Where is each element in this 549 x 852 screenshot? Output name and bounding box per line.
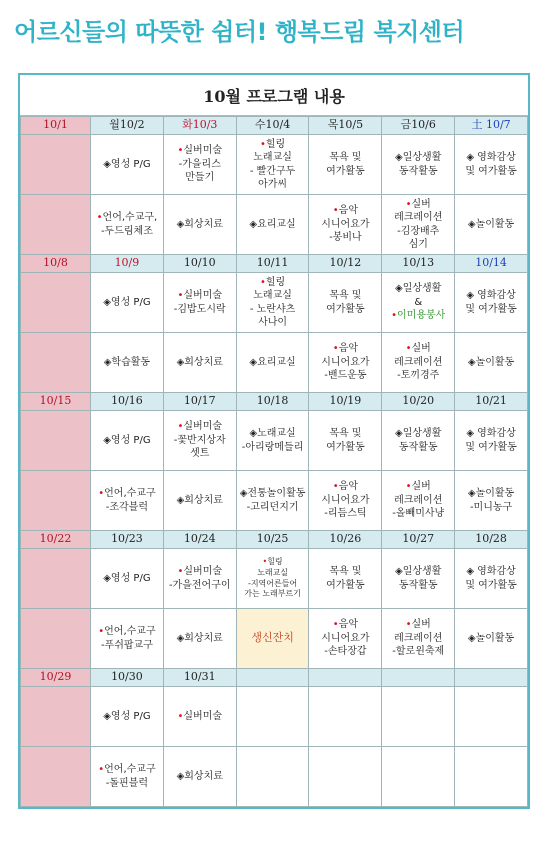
date-cell: 10/10 — [163, 255, 236, 273]
sunday-cell — [21, 747, 91, 807]
date-header-row — [21, 393, 528, 411]
activity-row — [21, 333, 528, 393]
activity-row — [21, 549, 528, 609]
date-cell: 10/13 — [382, 255, 455, 273]
activity-cell: ◈ 영화감상 및 여가활동 — [455, 549, 528, 609]
date-cell: 10/17 — [163, 393, 236, 411]
activity-row — [21, 135, 528, 195]
sunday-cell — [21, 135, 91, 195]
activity-row — [21, 411, 528, 471]
activity-cell: •실버미술 -김밥도시락 — [163, 273, 236, 333]
date-cell: 10/31 — [163, 669, 236, 687]
date-header-row — [21, 255, 528, 273]
activity-cell: ◈회상치료 — [163, 471, 236, 531]
date-cell: 10/9 — [91, 255, 164, 273]
date-header-row — [21, 531, 528, 549]
activity-cell: •언어,수교구 -돌핀블럭 — [91, 747, 164, 807]
sunday-cell — [21, 273, 91, 333]
program-table-frame — [18, 73, 530, 809]
page-title: 어르신들의 따뜻한 쉼터! 행복드림 복지센터 — [14, 18, 465, 46]
activity-cell: ◈전통놀이활동 -고리던지기 — [236, 471, 309, 531]
date-cell: 10/19 — [309, 393, 382, 411]
date-cell: 10/21 — [455, 393, 528, 411]
activity-cell: ◈영성 P/G — [91, 687, 164, 747]
activity-cell: ◈일상생활 & •이미용봉사 — [382, 273, 455, 333]
activity-cell: ◈ 영화감상 및 여가활동 — [455, 135, 528, 195]
date-cell: 10/29 — [21, 669, 91, 687]
activity-cell: •언어,수교구 -푸쉬팝교구 — [91, 609, 164, 669]
activity-cell: •실버 레크레이션 -할로윈축제 — [382, 609, 455, 669]
date-cell: 수10/4 — [236, 117, 309, 135]
date-cell: 10/8 — [21, 255, 91, 273]
date-cell: 10/11 — [236, 255, 309, 273]
activity-cell: ◈노래교실 -아리랑메들리 — [236, 411, 309, 471]
activity-cell: •실버미술 -가을전어구이 — [163, 549, 236, 609]
table-title: 10월 프로그램 내용 — [20, 75, 528, 116]
date-cell: 10/14 — [455, 255, 528, 273]
activity-cell: ◈영성 P/G — [91, 549, 164, 609]
activity-cell: ◈요리교실 — [236, 333, 309, 393]
activity-cell: •언어,수교구 -조각블럭 — [91, 471, 164, 531]
activity-cell: •실버 레크레이션 -올빼미사냥 — [382, 471, 455, 531]
activity-cell: •힐링 노래교실 - 빨간구두 아가씨 — [236, 135, 309, 195]
activity-cell: ◈놀이활동 -미니농구 — [455, 471, 528, 531]
date-header-row — [21, 669, 528, 687]
activity-cell — [382, 687, 455, 747]
date-cell: 월10/2 — [91, 117, 164, 135]
date-cell — [236, 669, 309, 687]
activity-row — [21, 687, 528, 747]
activity-cell: •실버 레크레이션 -토끼경주 — [382, 333, 455, 393]
date-cell: 10/30 — [91, 669, 164, 687]
activity-row — [21, 747, 528, 807]
activity-cell: ◈학습활동 — [91, 333, 164, 393]
activity-cell: ◈회상치료 — [163, 609, 236, 669]
date-header-row — [21, 117, 528, 135]
date-cell: 10/26 — [309, 531, 382, 549]
sunday-cell — [21, 549, 91, 609]
activity-cell: •음악 시니어요가 -손타장갑 — [309, 609, 382, 669]
activity-cell: 생신잔치 — [236, 609, 309, 669]
activity-cell: 목욕 및 여가활동 — [309, 135, 382, 195]
date-cell — [455, 669, 528, 687]
activity-cell: ◈영성 P/G — [91, 135, 164, 195]
date-cell: 10/28 — [455, 531, 528, 549]
activity-cell: 목욕 및 여가활동 — [309, 273, 382, 333]
activity-cell: ◈회상치료 — [163, 195, 236, 255]
date-cell: 10/1 — [21, 117, 91, 135]
date-cell: 10/27 — [382, 531, 455, 549]
date-cell: 화10/3 — [163, 117, 236, 135]
date-cell: 10/16 — [91, 393, 164, 411]
activity-cell: •실버미술 -가을리스 만들기 — [163, 135, 236, 195]
activity-cell: ◈회상치료 — [163, 747, 236, 807]
activity-cell: ◈일상생활 동작활동 — [382, 411, 455, 471]
activity-row — [21, 471, 528, 531]
activity-cell: •음악 시니어요가 -봉비나 — [309, 195, 382, 255]
activity-cell — [382, 747, 455, 807]
date-cell: 土 10/7 — [455, 117, 528, 135]
sunday-cell — [21, 411, 91, 471]
activity-cell: ◈ 영화감상 및 여가활동 — [455, 273, 528, 333]
date-cell: 목10/5 — [309, 117, 382, 135]
date-cell — [382, 669, 455, 687]
activity-cell: ◈놀이활동 — [455, 195, 528, 255]
activity-cell: •음악 시니어요가 -밴드운동 — [309, 333, 382, 393]
date-cell: 금10/6 — [382, 117, 455, 135]
activity-cell: 목욕 및 여가활동 — [309, 411, 382, 471]
activity-cell: •실버미술 -꽃반지상자 셋트 — [163, 411, 236, 471]
activity-cell: ◈회상치료 — [163, 333, 236, 393]
sunday-cell — [21, 687, 91, 747]
activity-cell: ◈영성 P/G — [91, 411, 164, 471]
sunday-cell — [21, 609, 91, 669]
date-cell: 10/24 — [163, 531, 236, 549]
sunday-cell — [21, 471, 91, 531]
activity-cell — [455, 747, 528, 807]
activity-cell: ◈요리교실 — [236, 195, 309, 255]
activity-row — [21, 273, 528, 333]
activity-cell: ◈ 영화감상 및 여가활동 — [455, 411, 528, 471]
activity-cell: ◈영성 P/G — [91, 273, 164, 333]
activity-cell — [236, 747, 309, 807]
activity-cell: •음악 시니어요가 -리듬스틱 — [309, 471, 382, 531]
sunday-cell — [21, 195, 91, 255]
program-calendar — [20, 116, 528, 807]
date-cell: 10/18 — [236, 393, 309, 411]
date-cell: 10/23 — [91, 531, 164, 549]
activity-cell: 목욕 및 여가활동 — [309, 549, 382, 609]
date-cell: 10/25 — [236, 531, 309, 549]
activity-cell: •언어,수교구, -두드림체조 — [91, 195, 164, 255]
sunday-cell — [21, 333, 91, 393]
activity-cell: •힐링 노래교실 - 노란샤츠 사나이 — [236, 273, 309, 333]
activity-cell: ◈놀이활동 — [455, 333, 528, 393]
activity-cell: ◈일상생활 동작활동 — [382, 549, 455, 609]
date-cell: 10/15 — [21, 393, 91, 411]
activity-cell: •실버미술 — [163, 687, 236, 747]
activity-cell: •실버 레크레이션 -김장배추 심기 — [382, 195, 455, 255]
date-cell: 10/12 — [309, 255, 382, 273]
activity-cell — [236, 687, 309, 747]
activity-cell — [309, 747, 382, 807]
date-cell: 10/22 — [21, 531, 91, 549]
activity-row — [21, 609, 528, 669]
date-cell: 10/20 — [382, 393, 455, 411]
activity-cell: •힐링 노래교실 -지역어른들어 가는 노래부르기 — [236, 549, 309, 609]
date-cell — [309, 669, 382, 687]
activity-cell: ◈일상생활 동작활동 — [382, 135, 455, 195]
activity-cell — [455, 687, 528, 747]
activity-cell — [309, 687, 382, 747]
activity-row — [21, 195, 528, 255]
activity-cell: ◈놀이활동 — [455, 609, 528, 669]
